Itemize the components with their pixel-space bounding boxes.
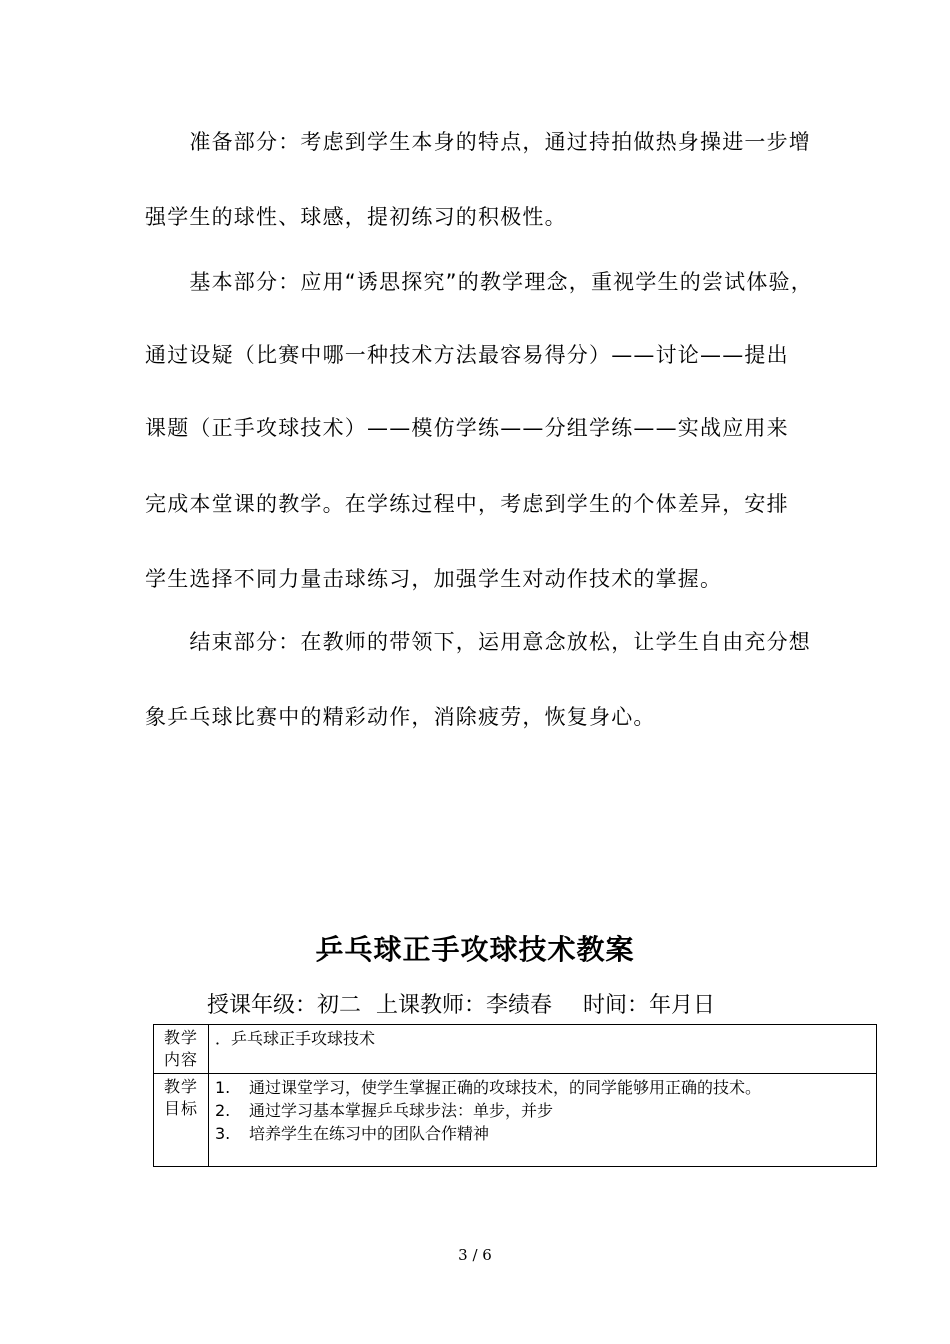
lesson-plan-title: 乒乓球正手攻球技术教案 <box>315 933 635 966</box>
teaching-content-cell <box>209 1025 877 1074</box>
goal-item: 1. 通过课堂学习，使学生掌握正确的攻球技术，的同学能够用正确的技术。 <box>215 1078 762 1097</box>
time-label: 时间：年月日 <box>583 993 716 1018</box>
teaching-goals-cell <box>209 1074 877 1167</box>
body-line: 基本部分：应用“诱思探究”的教学理念，重视学生的尝试体验， <box>145 270 813 294</box>
body-line: 强学生的球性、球感，提初练习的积极性。 <box>145 205 567 229</box>
table-row <box>154 1074 877 1167</box>
lesson-plan-table <box>153 1024 877 1167</box>
body-line: 完成本堂课的教学。在学练过程中，考虑到学生的个体差异，安排 <box>145 492 789 516</box>
body-line: 象乒乓球比赛中的精彩动作，消除疲劳，恢复身心。 <box>145 705 656 729</box>
grade-label: 授课年级：初二 <box>207 993 362 1018</box>
goal-item: 3. 培养学生在练习中的团队合作精神 <box>215 1124 490 1143</box>
lesson-meta <box>207 988 715 1019</box>
body-line: 准备部分：考虑到学生本身的特点，通过持拍做热身操进一步增 <box>145 130 811 154</box>
body-line: 学生选择不同力量击球练习，加强学生对动作技术的掌握。 <box>145 567 723 591</box>
teaching-content: ．乒乓球正手攻球技术 <box>215 1029 376 1048</box>
table-row <box>154 1025 877 1074</box>
body-line: 结束部分：在教师的带领下，运用意念放松，让学生自由充分想 <box>145 630 811 654</box>
page-number: 3 / 6 <box>458 1246 492 1264</box>
body-line: 课题（正手攻球技术）——模仿学练——分组学练——实战应用来 <box>145 416 789 440</box>
row-label-content: 教学 内容 <box>154 1025 209 1074</box>
teacher-label: 上课教师：李绩春 <box>376 993 553 1018</box>
goal-item: 2. 通过学习基本掌握乒乓球步法：单步，并步 <box>215 1101 554 1120</box>
body-line: 通过设疑（比赛中哪一种技术方法最容易得分）——讨论——提出 <box>145 343 789 367</box>
row-label-goals: 教学 目标 <box>154 1074 209 1167</box>
